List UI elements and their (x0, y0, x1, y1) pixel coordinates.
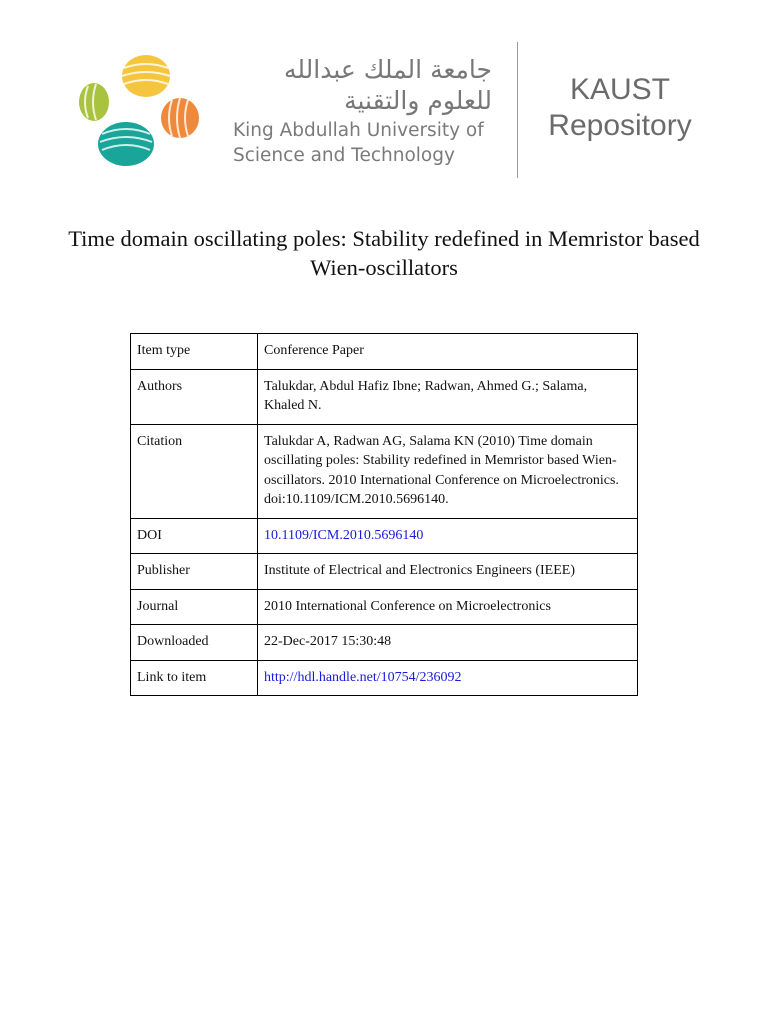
university-name-arabic-line-1: جامعة الملك عبدالله (283, 55, 492, 84)
metadata-value: 2010 International Conference on Microelectronics (258, 589, 638, 625)
table-row (131, 334, 638, 370)
metadata-key: Publisher (131, 554, 258, 590)
table-row (131, 589, 638, 625)
header-divider (517, 42, 518, 178)
metadata-value (258, 518, 638, 554)
document-title: Time domain oscillating poles: Stability redefined in Memristor based Wien-oscillators (68, 226, 700, 280)
table-row (131, 369, 638, 424)
metadata-value: 22-Dec-2017 15:30:48 (258, 625, 638, 661)
repository-label-line-1: KAUST (569, 73, 671, 106)
university-name-english-line-1: King Abdullah University of (233, 120, 484, 141)
metadata-value (258, 660, 638, 696)
table-row (131, 554, 638, 590)
kaust-flower-logo-icon (72, 50, 208, 170)
metadata-key: Citation (131, 424, 258, 518)
metadata-key: DOI (131, 518, 258, 554)
repository-header (0, 0, 768, 200)
table-row (131, 424, 638, 518)
metadata-key: Authors (131, 369, 258, 424)
metadata-value: Talukdar, Abdul Hafiz Ibne; Radwan, Ahmed G.; Salama, Khaled N. (258, 369, 638, 424)
repository-label (540, 72, 700, 144)
university-name-english-line-2: Science and Technology (233, 145, 455, 166)
repository-label-line-2: Repository (548, 109, 692, 142)
metadata-key: Link to item (131, 660, 258, 696)
metadata-key: Journal (131, 589, 258, 625)
metadata-key: Item type (131, 334, 258, 370)
metadata-value: Conference Paper (258, 334, 638, 370)
metadata-table (130, 333, 638, 696)
metadata-value: Talukdar A, Radwan AG, Salama KN (2010) Time domain oscillating poles: Stability redefined in Memristor based Wien-oscillators. 2010 International Conference on Microelectronics. doi:10.1109/ICM.2010.5696140. (258, 424, 638, 518)
metadata-value: Institute of Electrical and Electronics Engineers (IEEE) (258, 554, 638, 590)
table-row (131, 660, 638, 696)
university-name-arabic-line-2: للعلوم والتقنية (344, 86, 492, 115)
table-row (131, 518, 638, 554)
table-row (131, 625, 638, 661)
doi-link[interactable]: 10.1109/ICM.2010.5696140 (264, 527, 424, 543)
handle-link[interactable]: http://hdl.handle.net/10754/236092 (264, 669, 462, 685)
metadata-key: Downloaded (131, 625, 258, 661)
